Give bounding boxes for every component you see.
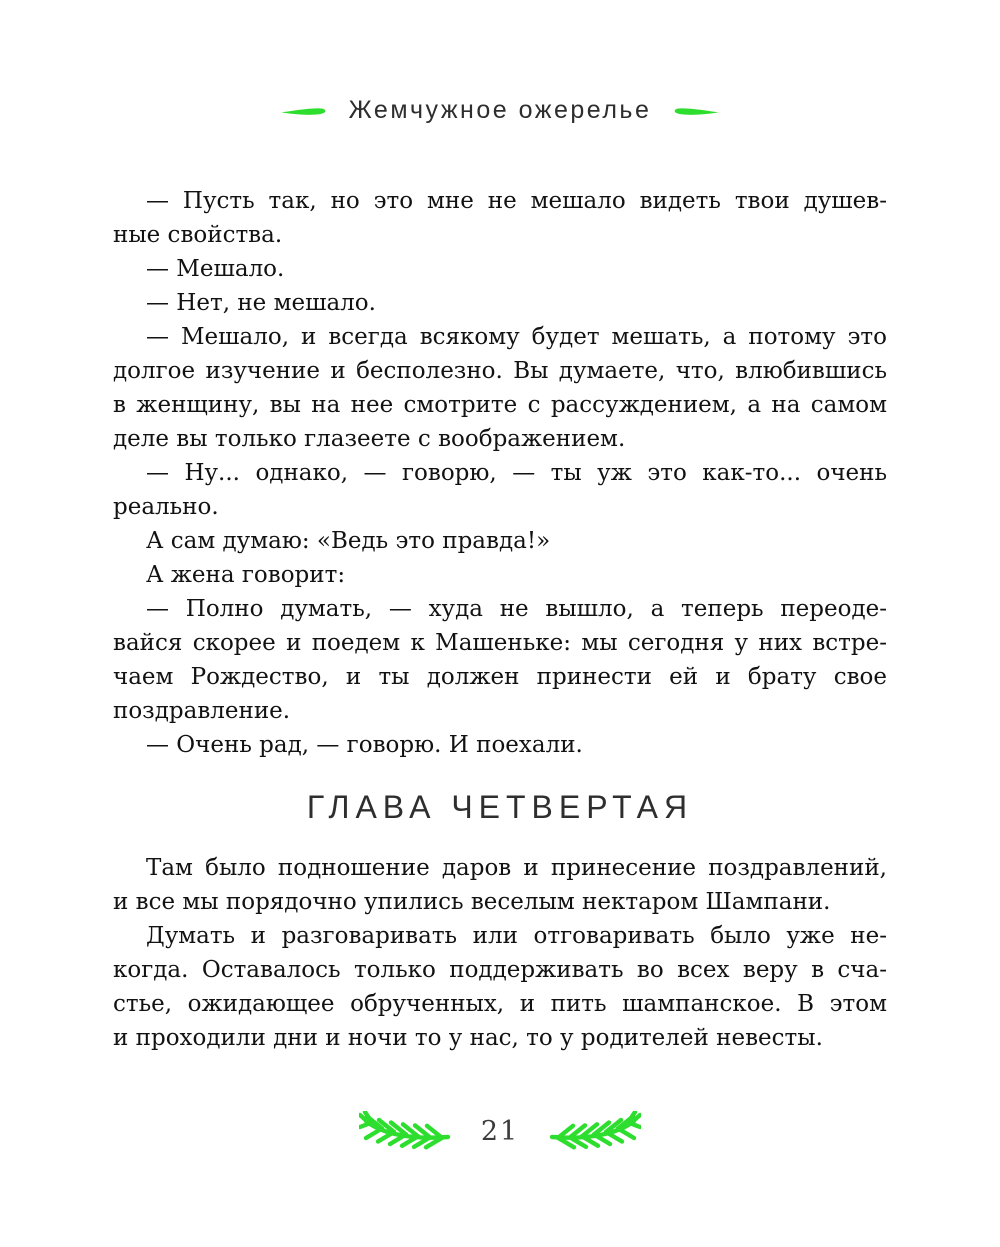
text-line: — Ну... однако, — говорю, — ты уж это как-то... очень <box>146 460 887 486</box>
text-line: деле вы только глазеете с воображением. <box>113 426 626 452</box>
paragraph <box>113 851 887 919</box>
tapered-dash-icon <box>281 106 327 116</box>
text-line: и все мы порядочно упились веселым нектаром Шампани. <box>113 889 831 915</box>
paragraph <box>113 456 887 524</box>
paragraph <box>113 524 887 558</box>
page-text <box>113 184 887 762</box>
page-footer <box>0 1111 1000 1151</box>
text-line: — Мешало. <box>146 256 285 282</box>
paragraph <box>113 728 887 762</box>
text-line: реально. <box>113 494 219 520</box>
text-line: ные свойства. <box>113 222 283 248</box>
text-line: А жена говорит: <box>146 562 346 588</box>
page-text <box>113 851 887 1055</box>
paragraph <box>113 558 887 592</box>
text-line: — Нет, не мешало. <box>146 290 376 316</box>
text-line: и проходили дни и ночи то у нас, то у родителей невесты. <box>113 1025 823 1051</box>
text-line: долгое изучение и бесполезно. Вы думаете, что, влюбившись <box>113 358 887 384</box>
text-line: — Очень рад, — говорю. И поехали. <box>146 732 583 758</box>
text-line: — Мешало, и всегда всякому будет мешать, а потому это <box>146 324 887 350</box>
page-number: 21 <box>480 1115 520 1147</box>
paragraph <box>113 286 887 320</box>
paragraph <box>113 919 887 1055</box>
text-line: А сам думаю: «Ведь это правда!» <box>146 528 551 554</box>
text-line: стье, ожидающее обрученных, и пить шампанское. В этом <box>113 991 887 1017</box>
running-header <box>0 96 1000 125</box>
text-line: — Полно думать, — худа не вышло, а теперь переоде- <box>146 596 887 622</box>
text-line: вайся скорее и поедем к Машеньке: мы сегодня у них встре- <box>113 630 887 656</box>
fir-branch-icon <box>549 1111 641 1151</box>
text-line: поздравление. <box>113 698 291 724</box>
chapter-heading: ГЛАВА ЧЕТВЕРТАЯ <box>306 789 694 825</box>
text-line: в женщину, вы на нее смотрите с рассуждением, а на самом <box>113 392 887 418</box>
paragraph <box>113 592 887 728</box>
text-line: Там было подношение даров и принесение поздравлений, <box>146 855 887 881</box>
paragraph <box>113 320 887 456</box>
book-title: Жемчужное ожерелье <box>348 96 652 124</box>
paragraph <box>113 252 887 286</box>
text-line: чаем Рождество, и ты должен принести ей и брату свое <box>113 664 887 690</box>
text-line: когда. Оставалось только поддерживать во всех веру в сча- <box>113 957 887 983</box>
fir-branch-icon <box>359 1111 451 1151</box>
tapered-dash-icon <box>673 106 719 116</box>
text-line: — Пусть так, но это мне не мешало видеть твои душев- <box>146 188 887 214</box>
text-line: Думать и разговаривать или отговаривать было уже не- <box>146 923 887 949</box>
paragraph <box>113 184 887 252</box>
